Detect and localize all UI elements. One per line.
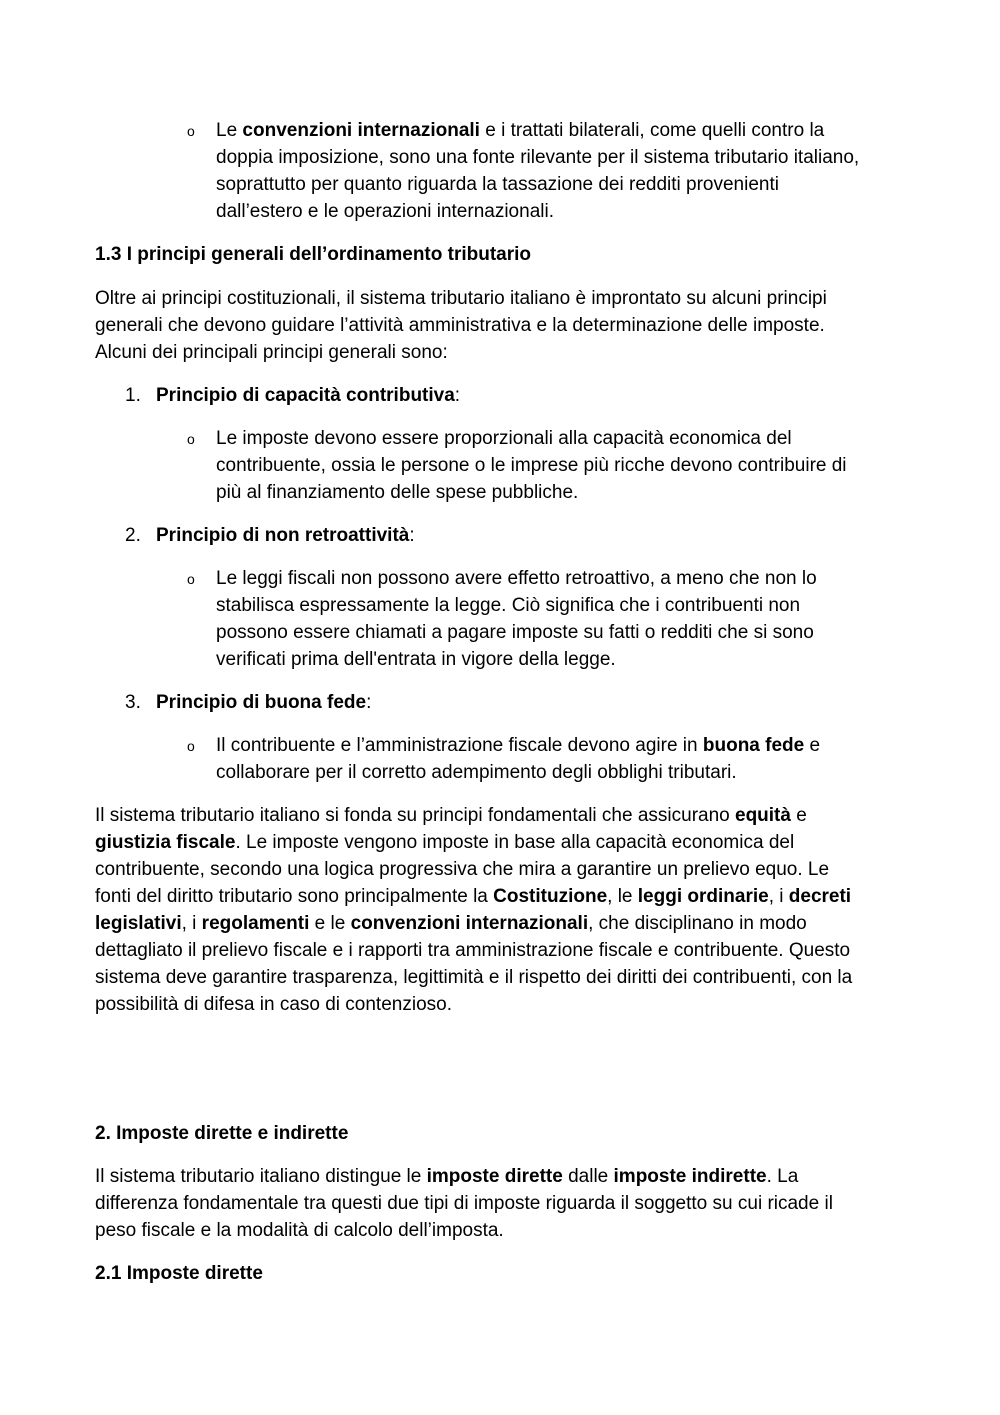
heading-text: 1.3 I principi generali dell’ordinamento tributario xyxy=(95,244,532,265)
text-run: e xyxy=(790,805,807,826)
bullet-marker: o xyxy=(187,738,195,754)
principle-title: Principio di non retroattività xyxy=(156,525,410,546)
principle-3-title xyxy=(156,689,371,716)
bold-term: equità xyxy=(735,805,791,826)
section-heading-2-1 xyxy=(95,1260,263,1287)
bullet-marker: o xyxy=(187,571,195,587)
bold-term: decreti xyxy=(788,886,852,907)
list-number: 3. xyxy=(125,692,141,713)
text-line: possono essere chiamati a pagare imposte su fatti o redditi che si sono xyxy=(216,622,814,643)
text-run: dalle xyxy=(562,1166,614,1187)
text-run: Il contribuente e l’amministrazione fiscale devono agire in xyxy=(216,735,703,756)
bold-term: imposte indirette xyxy=(613,1166,767,1187)
text-run: : xyxy=(454,385,461,406)
bullet-marker: o xyxy=(187,431,195,447)
text-run: Le xyxy=(216,120,243,141)
text-line: soprattutto per quanto riguarda la tassazione dei redditi provenienti xyxy=(216,174,779,195)
text-line: collaborare per il corretto adempimento degli obblighi tributari. xyxy=(216,762,737,783)
text-run: , che disciplinano in modo xyxy=(588,913,807,934)
text-run: e i trattati bilaterali, come quelli contro la xyxy=(479,120,825,141)
text-line: generali che devono guidare l’attività amministrativa e la determinazione delle imposte. xyxy=(95,315,825,336)
principle-3-text xyxy=(216,732,820,786)
bullet-marker: o xyxy=(187,123,195,139)
text-run: e xyxy=(804,735,821,756)
section-heading-2 xyxy=(95,1120,348,1147)
text-line: differenza fondamentale tra questi due tipi di imposte riguarda il soggetto su cui ricade il xyxy=(95,1193,833,1214)
text-line: contribuente, ossia le persone o le imprese più ricche devono contribuire di xyxy=(216,455,847,476)
bold-term: giustizia fiscale xyxy=(95,832,236,853)
bold-term: convenzioni internazionali xyxy=(350,913,589,934)
text-line: doppia imposizione, sono una fonte rilevante per il sistema tributario italiano, xyxy=(216,147,860,168)
bold-term: convenzioni internazionali xyxy=(242,120,480,141)
text-line: verificati prima dell'entrata in vigore della legge. xyxy=(216,649,616,670)
heading-text: 2. Imposte dirette e indirette xyxy=(95,1123,349,1144)
heading-text: 2.1 Imposte dirette xyxy=(95,1263,263,1284)
text-run: . Le imposte vengono imposte in base alla capacità economica del xyxy=(235,832,795,853)
principle-title: Principio di buona fede xyxy=(156,692,367,713)
text-line: possibilità di difesa in caso di contenzioso. xyxy=(95,994,452,1015)
principle-2-title xyxy=(156,522,415,549)
bold-term: buona fede xyxy=(702,735,805,756)
text-run: Il sistema tributario italiano distingue le xyxy=(95,1166,427,1187)
list-number: 2. xyxy=(125,525,141,546)
bold-term: regolamenti xyxy=(201,913,310,934)
section-heading-1-3 xyxy=(95,241,531,268)
text-run: . La xyxy=(766,1166,799,1187)
section-2-paragraph xyxy=(95,1163,833,1244)
text-run: : xyxy=(366,692,372,713)
summary-paragraph xyxy=(95,802,852,1018)
text-run: Il sistema tributario italiano si fonda su principi fondamentali che assicurano xyxy=(95,805,735,826)
text-run: , i xyxy=(768,886,789,907)
bold-term: Costituzione xyxy=(493,886,608,907)
text-run: fonti del diritto tributario sono principalmente la xyxy=(95,886,494,907)
section-1-3-paragraph xyxy=(95,285,827,366)
text-run: , i xyxy=(181,913,202,934)
text-run: , le xyxy=(607,886,638,907)
text-run: : xyxy=(409,525,415,546)
text-line: Le leggi fiscali non possono avere effetto retroattivo, a meno che non lo xyxy=(216,568,817,589)
principle-2-text xyxy=(216,565,817,673)
text-line: peso fiscale e la modalità di calcolo dell’imposta. xyxy=(95,1220,504,1241)
principle-title: Principio di capacità contributiva xyxy=(156,385,455,406)
principle-1-title xyxy=(156,382,460,409)
bold-term: imposte dirette xyxy=(426,1166,563,1187)
list-number: 1. xyxy=(125,385,141,406)
text-run: e le xyxy=(309,913,351,934)
text-line: sistema deve garantire trasparenza, legittimità e il rispetto dei diritti dei contribuenti, con la xyxy=(95,967,853,988)
text-line: Oltre ai principi costituzionali, il sistema tributario italiano è improntato su alcuni principi xyxy=(95,288,827,309)
text-line: dettagliato il prelievo fiscale e i rapporti tra amministrazione fiscale e contribuente. Questo xyxy=(95,940,851,961)
bold-term: leggi ordinarie xyxy=(637,886,769,907)
text-line: stabilisca espressamente la legge. Ciò significa che i contribuenti non xyxy=(216,595,801,616)
text-line: più al finanziamento delle spese pubbliche. xyxy=(216,482,579,503)
intro-bullet-text xyxy=(216,117,859,225)
text-line: dall’estero e le operazioni internazionali. xyxy=(216,201,554,222)
text-line: Alcuni dei principali principi generali sono: xyxy=(95,342,448,363)
principle-1-text xyxy=(216,425,847,506)
text-line: Le imposte devono essere proporzionali alla capacità economica del xyxy=(216,428,792,449)
text-line: contribuente, secondo una logica progressiva che mira a garantire un prelievo equo. Le xyxy=(95,859,830,880)
bold-term: legislativi xyxy=(95,913,182,934)
